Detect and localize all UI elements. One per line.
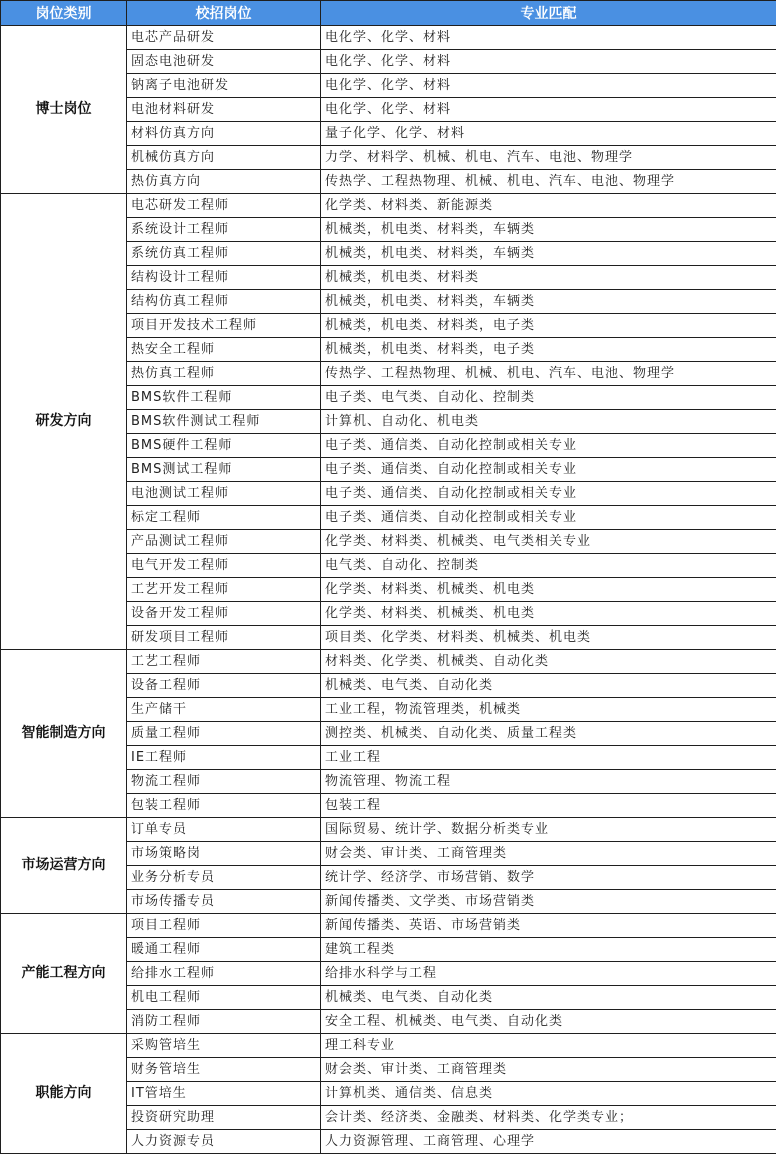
majors-cell: 项目类、化学类、材料类、机械类、机电类 [321, 626, 776, 650]
majors-cell: 计算机、自动化、机电类 [321, 410, 776, 434]
position-cell: 暖通工程师 [127, 938, 321, 962]
position-cell: BMS硬件工程师 [127, 434, 321, 458]
majors-cell: 安全工程、机械类、电气类、自动化类 [321, 1010, 776, 1034]
category-cell: 产能工程方向 [1, 914, 127, 1034]
position-cell: 热安全工程师 [127, 338, 321, 362]
majors-cell: 机械类、电气类、自动化类 [321, 986, 776, 1010]
position-cell: 人力资源专员 [127, 1130, 321, 1154]
position-cell: 物流工程师 [127, 770, 321, 794]
position-cell: 设备工程师 [127, 674, 321, 698]
majors-cell: 物流管理、物流工程 [321, 770, 776, 794]
majors-cell: 电子类、通信类、自动化控制或相关专业 [321, 434, 776, 458]
majors-cell: 电子类、通信类、自动化控制或相关专业 [321, 506, 776, 530]
header-row [1, 1, 776, 26]
majors-cell: 工业工程 [321, 746, 776, 770]
position-cell: 财务管培生 [127, 1058, 321, 1082]
position-cell: 机械仿真方向 [127, 146, 321, 170]
majors-cell: 理工科专业 [321, 1034, 776, 1058]
majors-cell: 电化学、化学、材料 [321, 74, 776, 98]
position-cell: 业务分析专员 [127, 866, 321, 890]
position-cell: 系统设计工程师 [127, 218, 321, 242]
position-cell: 电气开发工程师 [127, 554, 321, 578]
majors-cell: 新闻传播类、英语、市场营销类 [321, 914, 776, 938]
position-cell: 项目开发技术工程师 [127, 314, 321, 338]
majors-cell: 机械类、电气类、自动化类 [321, 674, 776, 698]
majors-cell: 化学类、材料类、机械类、机电类 [321, 602, 776, 626]
position-cell: 结构仿真工程师 [127, 290, 321, 314]
position-cell: 设备开发工程师 [127, 602, 321, 626]
table-row [1, 194, 776, 218]
position-cell: 市场传播专员 [127, 890, 321, 914]
majors-cell: 化学类、材料类、机械类、机电类 [321, 578, 776, 602]
majors-cell: 化学类、材料类、新能源类 [321, 194, 776, 218]
position-cell: IE工程师 [127, 746, 321, 770]
majors-cell: 电化学、化学、材料 [321, 50, 776, 74]
position-cell: 项目工程师 [127, 914, 321, 938]
majors-cell: 人力资源管理、工商管理、心理学 [321, 1130, 776, 1154]
majors-cell: 新闻传播类、文学类、市场营销类 [321, 890, 776, 914]
majors-cell: 机械类，机电类、材料类，车辆类 [321, 242, 776, 266]
header-majors: 专业匹配 [321, 1, 776, 26]
table-row [1, 650, 776, 674]
majors-cell: 电子类、电气类、自动化、控制类 [321, 386, 776, 410]
majors-cell: 电化学、化学、材料 [321, 26, 776, 50]
position-cell: 生产储干 [127, 698, 321, 722]
majors-cell: 财会类、审计类、工商管理类 [321, 1058, 776, 1082]
position-cell: 热仿真工程师 [127, 362, 321, 386]
majors-cell: 机械类，机电类、材料类，车辆类 [321, 290, 776, 314]
majors-cell: 测控类、机械类、自动化类、质量工程类 [321, 722, 776, 746]
header-position: 校招岗位 [127, 1, 321, 26]
majors-cell: 机械类，机电类、材料类，车辆类 [321, 218, 776, 242]
majors-cell: 电子类、通信类、自动化控制或相关专业 [321, 458, 776, 482]
position-cell: 电池测试工程师 [127, 482, 321, 506]
position-cell: 订单专员 [127, 818, 321, 842]
majors-cell: 工业工程，物流管理类，机械类 [321, 698, 776, 722]
table-body [1, 26, 776, 1154]
position-cell: BMS软件工程师 [127, 386, 321, 410]
position-cell: BMS软件测试工程师 [127, 410, 321, 434]
position-cell: 固态电池研发 [127, 50, 321, 74]
position-cell: 系统仿真工程师 [127, 242, 321, 266]
position-cell: 钠离子电池研发 [127, 74, 321, 98]
category-cell: 市场运营方向 [1, 818, 127, 914]
majors-cell: 机械类，机电类、材料类 [321, 266, 776, 290]
majors-cell: 财会类、审计类、工商管理类 [321, 842, 776, 866]
table-row [1, 1034, 776, 1058]
position-cell: 结构设计工程师 [127, 266, 321, 290]
position-cell: 电芯产品研发 [127, 26, 321, 50]
position-cell: 采购管培生 [127, 1034, 321, 1058]
position-cell: IT管培生 [127, 1082, 321, 1106]
majors-cell: 力学、材料学、机械、机电、汽车、电池、物理学 [321, 146, 776, 170]
position-cell: 消防工程师 [127, 1010, 321, 1034]
majors-cell: 国际贸易、统计学、数据分析类专业 [321, 818, 776, 842]
table-row [1, 914, 776, 938]
category-cell: 研发方向 [1, 194, 127, 650]
majors-cell: 传热学、工程热物理、机械、机电、汽车、电池、物理学 [321, 362, 776, 386]
table-row [1, 26, 776, 50]
majors-cell: 传热学、工程热物理、机械、机电、汽车、电池、物理学 [321, 170, 776, 194]
majors-cell: 材料类、化学类、机械类、自动化类 [321, 650, 776, 674]
position-cell: 市场策略岗 [127, 842, 321, 866]
majors-cell: 机械类，机电类、材料类，电子类 [321, 314, 776, 338]
position-cell: 电芯研发工程师 [127, 194, 321, 218]
position-cell: 工艺开发工程师 [127, 578, 321, 602]
position-cell: 机电工程师 [127, 986, 321, 1010]
majors-cell: 包装工程 [321, 794, 776, 818]
category-cell: 博士岗位 [1, 26, 127, 194]
position-cell: 产品测试工程师 [127, 530, 321, 554]
majors-cell: 计算机类、通信类、信息类 [321, 1082, 776, 1106]
majors-cell: 电子类、通信类、自动化控制或相关专业 [321, 482, 776, 506]
majors-cell: 量子化学、化学、材料 [321, 122, 776, 146]
position-cell: 工艺工程师 [127, 650, 321, 674]
majors-cell: 统计学、经济学、市场营销、数学 [321, 866, 776, 890]
majors-cell: 给排水科学与工程 [321, 962, 776, 986]
category-cell: 职能方向 [1, 1034, 127, 1154]
position-cell: 投资研究助理 [127, 1106, 321, 1130]
position-cell: BMS测试工程师 [127, 458, 321, 482]
position-cell: 电池材料研发 [127, 98, 321, 122]
position-cell: 标定工程师 [127, 506, 321, 530]
category-cell: 智能制造方向 [1, 650, 127, 818]
majors-cell: 机械类，机电类、材料类，电子类 [321, 338, 776, 362]
majors-cell: 会计类、经济类、金融类、材料类、化学类专业； [321, 1106, 776, 1130]
position-cell: 包装工程师 [127, 794, 321, 818]
position-cell: 质量工程师 [127, 722, 321, 746]
majors-cell: 电气类、自动化、控制类 [321, 554, 776, 578]
majors-cell: 建筑工程类 [321, 938, 776, 962]
position-cell: 材料仿真方向 [127, 122, 321, 146]
position-cell: 热仿真方向 [127, 170, 321, 194]
header-category: 岗位类别 [1, 1, 127, 26]
position-cell: 给排水工程师 [127, 962, 321, 986]
table-row [1, 818, 776, 842]
majors-cell: 电化学、化学、材料 [321, 98, 776, 122]
position-cell: 研发项目工程师 [127, 626, 321, 650]
majors-cell: 化学类、材料类、机械类、电气类相关专业 [321, 530, 776, 554]
